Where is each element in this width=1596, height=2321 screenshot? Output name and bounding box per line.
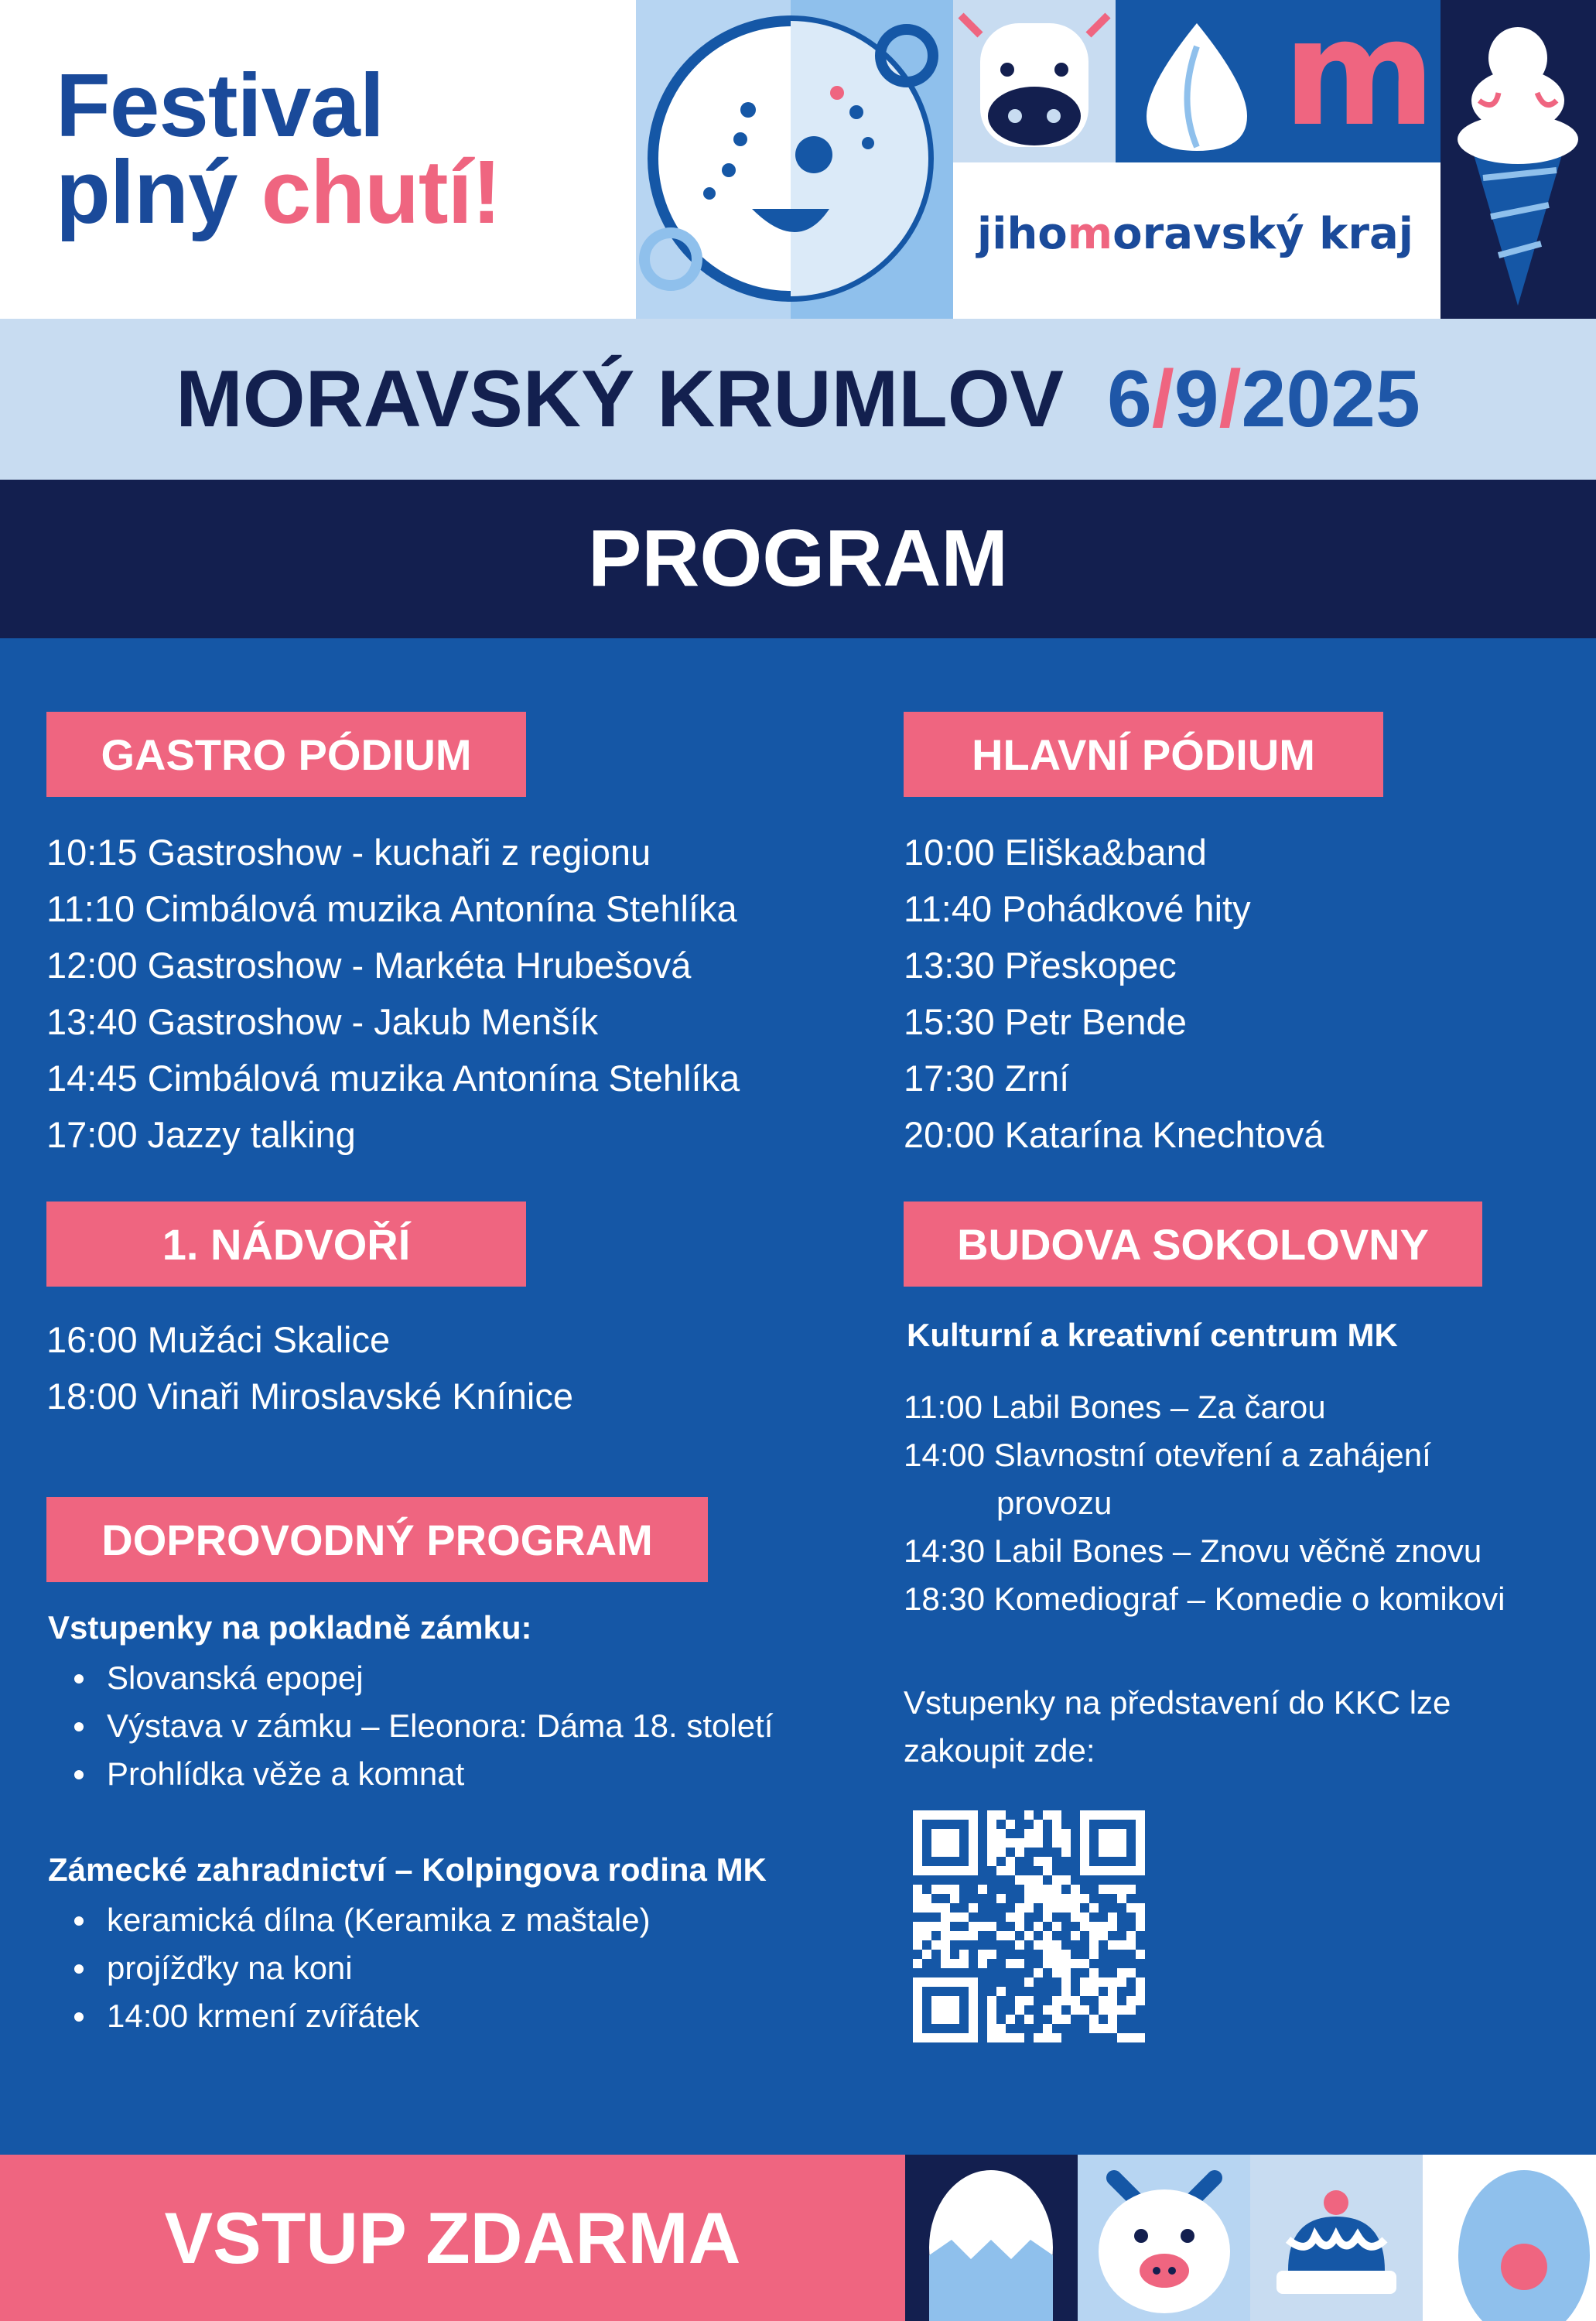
gastro-list <box>46 824 740 1163</box>
hlavni-item: 15:30 Petr Bende <box>904 1001 1187 1042</box>
sokolovna-item: 11:00 Labil Bones – Za čarou <box>904 1389 1326 1425</box>
egg-icon <box>929 2170 1053 2321</box>
gastro-podium-tag: GASTRO PÓDIUM <box>46 712 526 797</box>
date-slash-2: / <box>1218 354 1242 444</box>
nadvori-item: 18:00 Vinaři Miroslavské Knínice <box>46 1376 573 1417</box>
brand-part-m: m <box>1067 209 1113 259</box>
nadvori-tag: 1. NÁDVOŘÍ <box>46 1202 526 1287</box>
program-title: PROGRAM <box>587 514 1009 603</box>
date-day: 6 <box>1107 354 1152 444</box>
list-item: Prohlídka věže a komnat <box>48 1750 773 1798</box>
doprovodny-group1-title: Vstupenky na pokladně zámku: <box>48 1609 532 1646</box>
sokolovna-list <box>904 1383 1505 1623</box>
free-entry-label: VSTUP ZDARMA <box>164 2196 741 2278</box>
gastro-item: 11:10 Cimbálová muzika Antonína Stehlíka <box>46 888 737 929</box>
list-item: projížďky na koni <box>48 1944 651 1992</box>
doprovodny-group2-list <box>48 1896 651 2040</box>
pizza-face-icon <box>644 21 933 296</box>
doprovodny-tag: DOPROVODNÝ PROGRAM <box>46 1497 708 1582</box>
hlavni-item: 20:00 Katarína Knechtová <box>904 1114 1324 1155</box>
tickets-note-line-2: zakoupit zde: <box>904 1732 1095 1769</box>
gastro-item: 14:45 Cimbálová muzika Antonína Stehlíka <box>46 1058 740 1099</box>
brand-part-1: jiho <box>977 209 1068 259</box>
hlavni-item: 10:00 Eliška&band <box>904 832 1207 873</box>
hlavni-item: 11:40 Pohádkové hity <box>904 888 1251 929</box>
title-word-chuti: chutí! <box>261 142 501 242</box>
date-year: 2025 <box>1241 354 1420 444</box>
title-word-plny: plný <box>56 142 238 242</box>
sokolovna-item: 14:00 Slavnostní otevření a zahájení <box>904 1437 1431 1473</box>
gastro-item: 12:00 Gastroshow - Markéta Hrubešová <box>46 945 692 986</box>
sokolovna-item: 18:30 Komediograf – Komedie o komikovi <box>904 1581 1505 1617</box>
jihomoravsky-kraj-logo <box>952 209 1439 271</box>
sokolovna-item-continuation: provozu <box>996 1485 1112 1521</box>
title-line-1: Festival <box>56 55 384 156</box>
tickets-note-line-1: Vstupenky na představení do KKC lze <box>904 1684 1451 1721</box>
list-item: keramická dílna (Keramika z maštale) <box>48 1896 651 1944</box>
hlavni-list <box>904 824 1324 1163</box>
festival-title <box>56 55 597 242</box>
location-band <box>0 319 1596 480</box>
hlavni-podium-tag: HLAVNÍ PÓDIUM <box>904 712 1383 797</box>
brand-part-2: oravský kraj <box>1112 209 1413 259</box>
qr-code-icon[interactable] <box>913 1810 1145 2042</box>
event-date <box>1107 354 1420 446</box>
m-logo-icon: m <box>1283 0 1436 159</box>
hlavni-item: 13:30 Přeskopec <box>904 945 1177 986</box>
gastro-item: 13:40 Gastroshow - Jakub Menšík <box>46 1001 599 1042</box>
program-band <box>0 480 1596 638</box>
title-line-2 <box>56 142 597 242</box>
hlavni-item: 17:30 Zrní <box>904 1058 1070 1099</box>
doprovodny-group1-list <box>48 1654 773 1798</box>
list-item: Slovanská epopej <box>48 1654 773 1702</box>
sokolovna-tag: BUDOVA SOKOLOVNY <box>904 1202 1482 1287</box>
date-slash-1: / <box>1151 354 1174 444</box>
sokolovna-subtitle: Kulturní a kreativní centrum MK <box>907 1317 1398 1353</box>
program-content <box>0 638 1596 2155</box>
list-item: Výstava v zámku – Eleonora: Dáma 18. století <box>48 1702 773 1750</box>
location-place: MORAVSKÝ KRUMLOV <box>176 354 1064 444</box>
footer-decoration <box>905 2155 1596 2321</box>
free-entry-banner <box>0 2155 905 2321</box>
sokolovna-item: 14:30 Labil Bones – Znovu věčně znovu <box>904 1533 1482 1569</box>
nadvori-list <box>46 1311 573 1424</box>
header-decoration <box>636 0 1596 319</box>
gastro-item: 10:15 Gastroshow - kuchaři z regionu <box>46 832 651 873</box>
list-item: 14:00 krmení zvířátek <box>48 1992 651 2040</box>
date-month: 9 <box>1174 354 1219 444</box>
gastro-item: 17:00 Jazzy talking <box>46 1114 356 1155</box>
sokolovna-tickets-note <box>904 1679 1451 1775</box>
nadvori-item: 16:00 Mužáci Skalice <box>46 1319 391 1360</box>
doprovodny-group2-title: Zámecké zahradnictví – Kolpingova rodina MK <box>48 1851 767 1888</box>
